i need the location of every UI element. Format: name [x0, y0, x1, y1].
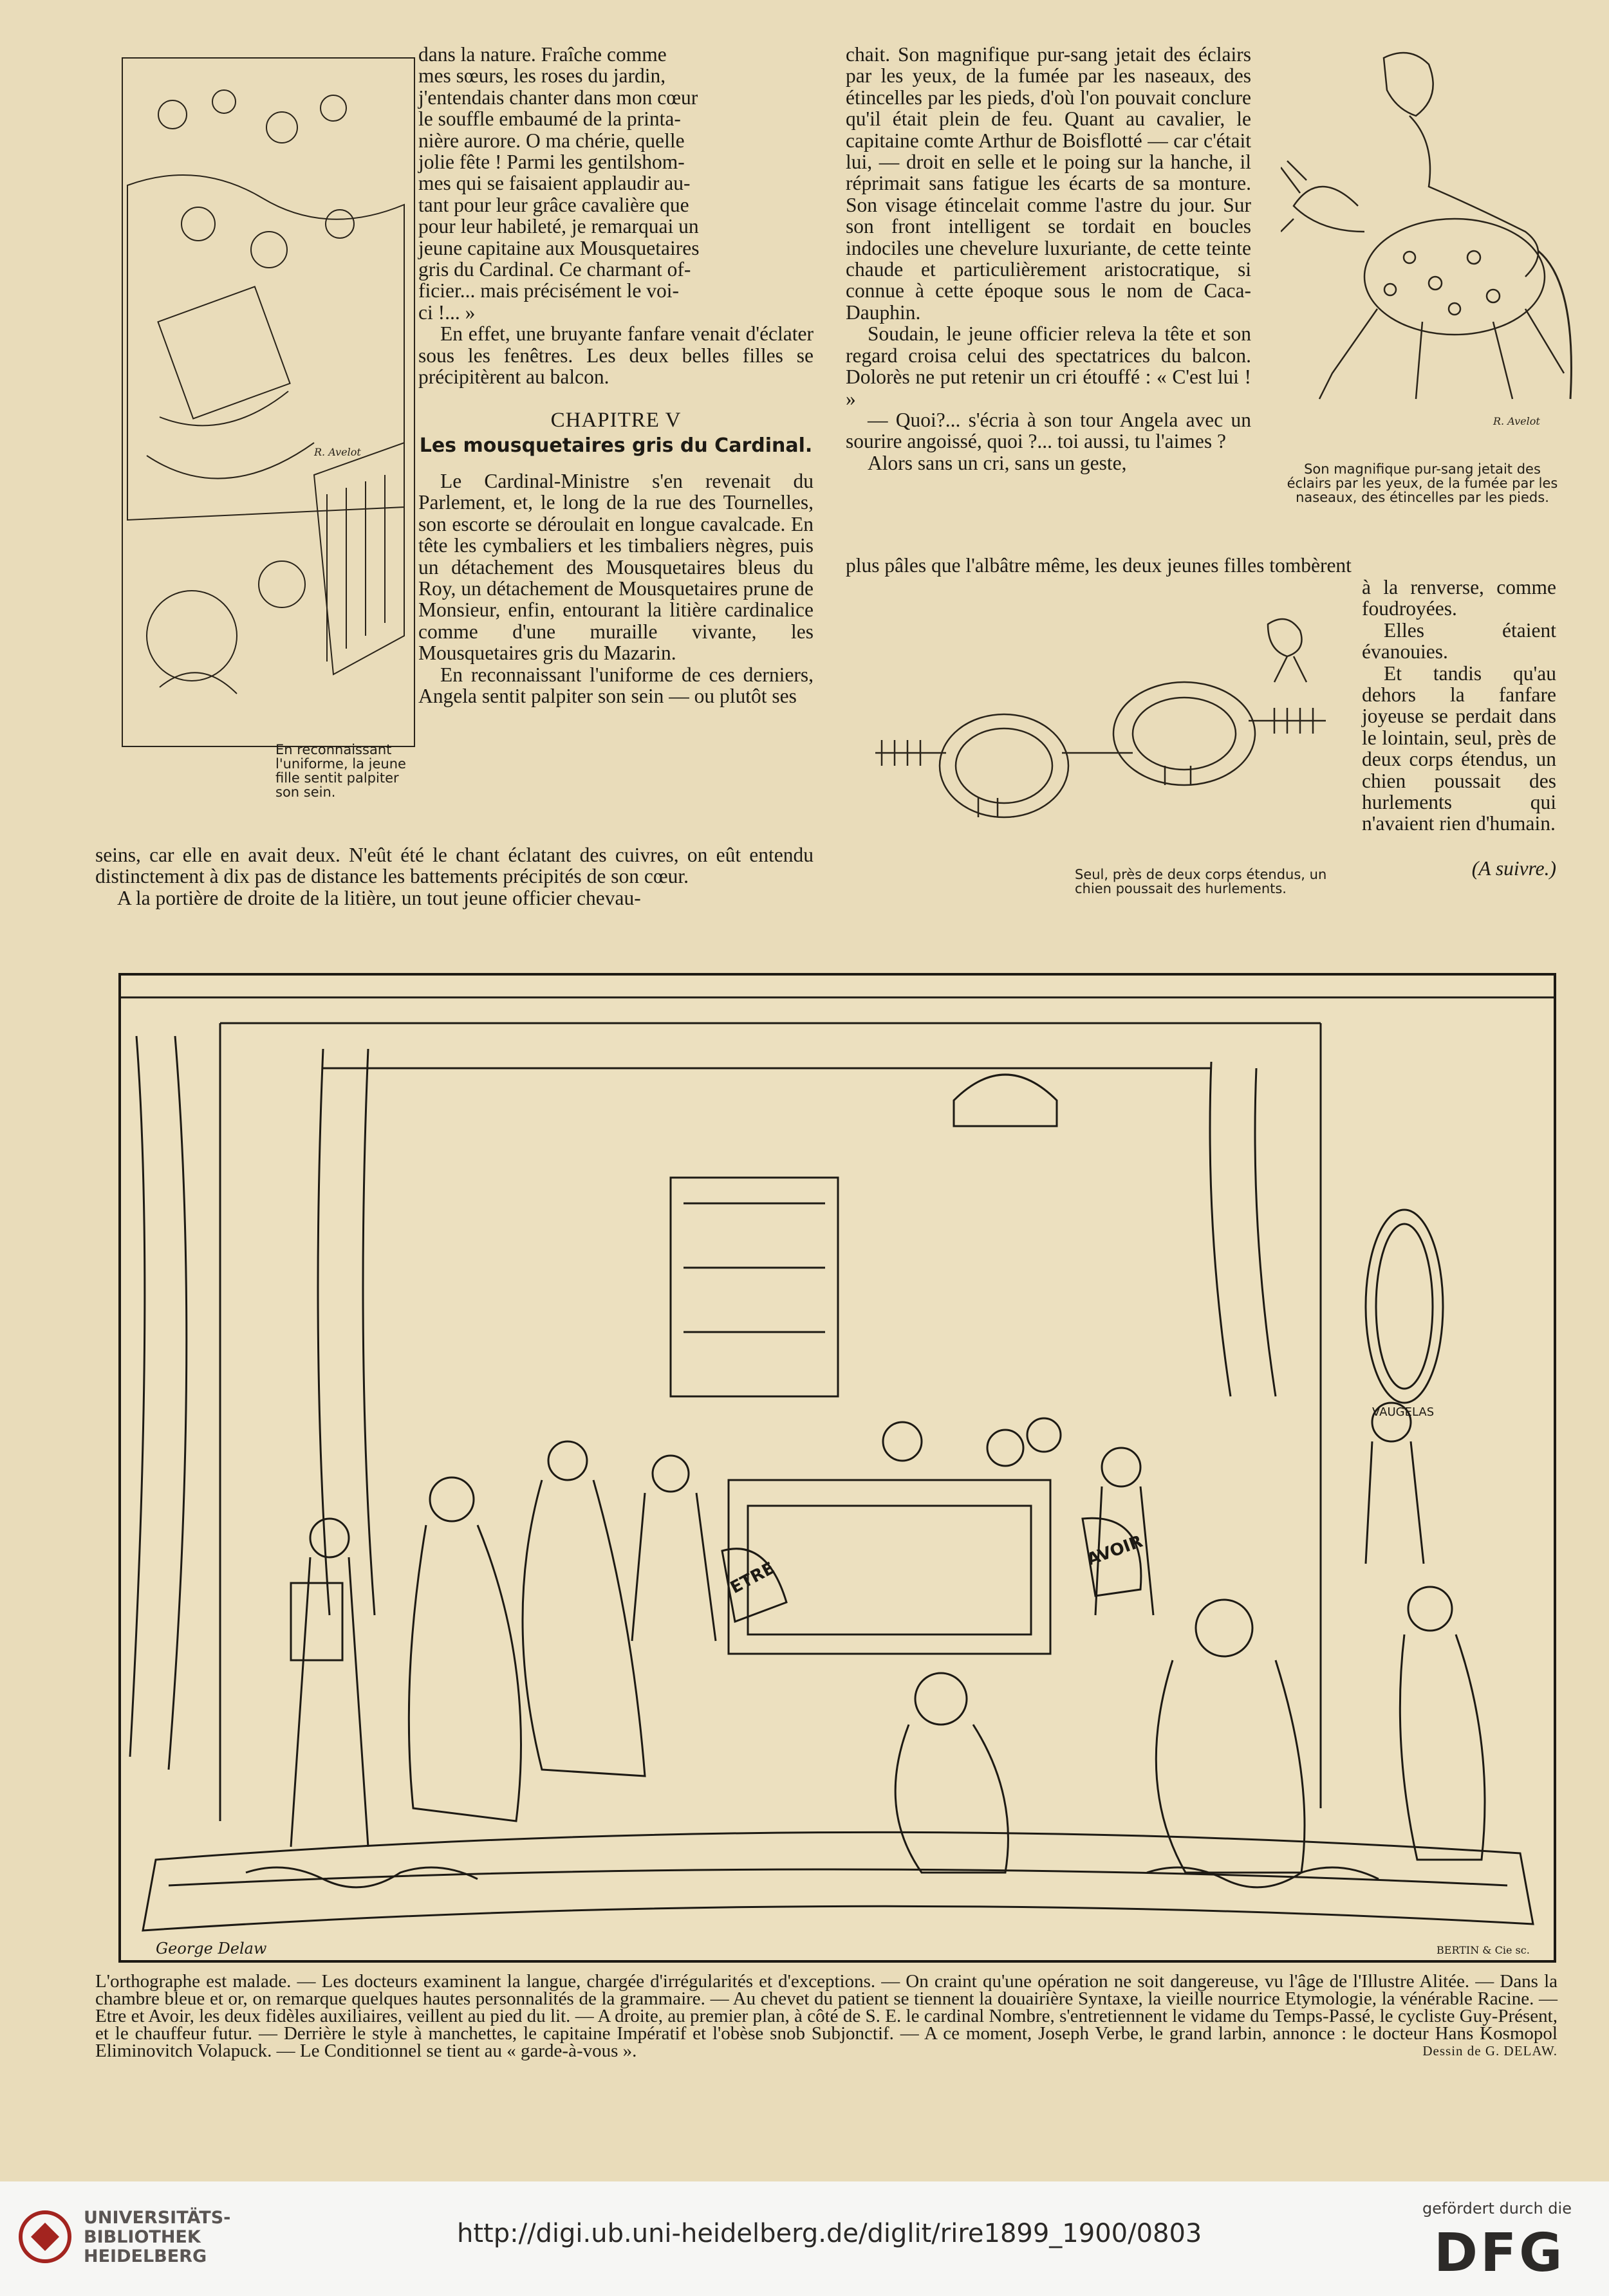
svg-text:BERTIN & Cie sc.: BERTIN & Cie sc. [1437, 1944, 1530, 1956]
col1-line: tant pour leur grâce cavalière que [418, 193, 689, 216]
col1-paragraph: En reconnaissant l'uniforme de ces derniers, Angela sentit palpiter son sein — ou plutôt ses [418, 663, 814, 707]
chapter-title: Les mousquetaires gris du Cardinal. [419, 434, 813, 457]
col1-line: nière aurore. O ma chérie, quelle [418, 129, 685, 152]
col3-paragraph: Et tandis qu'au dehors la fanfare joyeuse se perdait dans le lointain, seul, près de deux corps étendus, un chien poussait des hurlements qui n'avaient rien d'humain. [1362, 662, 1556, 835]
dog-caption: Seul, près de deux corps étendus, un chien poussait des hurlements. [1075, 867, 1327, 896]
svg-text:VAUGELAS: VAUGELAS [1372, 1405, 1435, 1419]
main-cartoon [117, 972, 1558, 1964]
col1-line: gris du Cardinal. Ce charmant of- [418, 258, 691, 281]
suivre-note: (A suivre.) [1471, 856, 1556, 880]
svg-text:AVOIR: AVOIR [1084, 1532, 1146, 1570]
cartoon-caption [95, 1973, 1558, 2060]
col2-paragraph: Soudain, le jeune officier releva la tête et son regard croisa celui des spectatrices du balcon. Dolorès ne put retenir un cri étouffé : « C'est lui ! » [846, 322, 1251, 410]
digitization-footer [0, 2181, 1609, 2296]
column-1-top [418, 44, 814, 707]
col1-line: mes qui se faisaient applaudir au- [418, 172, 691, 195]
col1-line: pour leur habileté, je remarquai un [418, 215, 699, 238]
drawing-credit: Dessin de G. DELAW. [1422, 2043, 1558, 2059]
svg-text:George Delaw: George Delaw [156, 1940, 267, 1958]
col2-wide-line: plus pâles que l'albâtre même, les deux jeunes filles tombèrent [846, 554, 1352, 577]
col2-paragraph: chait. Son magnifique pur-sang jetait des éclairs par les yeux, de la fumée par les naseaux, des étincelles par les pieds, d'où l'on pouvait conclure qu'il était plein de feu. Quant au cavalier, le capitaine comte Arthur de Boisflotté — car c'était lui, — droit en selle et le poing sur la hanche, il réprimait sans fatigue les écarts de sa monture. Son visage étincelait comme l'astre du jour. Sur son front intelligent se tordait en boucles indociles une chevelure luxuriante, de cette teinte chaude et particulièrement aristocratique, si connue à cette époque sous le nom de Caca-Dauphin. [846, 43, 1251, 324]
street-caption: En reconnaissant l'uniforme, la jeune fille sentit palpiter son sein. [275, 742, 406, 800]
col1-line: dans la nature. Fraîche comme [418, 43, 667, 66]
dfg-logo: DFG [1434, 2223, 1565, 2284]
column-2 [846, 44, 1251, 474]
svg-text:ETRE: ETRE [727, 1559, 778, 1598]
chapter-heading: CHAPITRE V [550, 408, 682, 432]
col1-continuation: seins, car elle en avait deux. N'eût été le chant éclatant des cuivres, on eût entendu distinctement à dix pas de distance les battements précipités de son cœur. [95, 844, 814, 888]
col3-paragraph: Elles étaient évanouies. [1362, 618, 1556, 663]
svg-text:R. Avelot: R. Avelot [1493, 415, 1540, 427]
svg-text:R. Avelot: R. Avelot [314, 446, 361, 458]
col1-paragraph: A la portière de droite de la litière, un tout jeune officier chevau- [117, 886, 641, 909]
col1-paragraph: En effet, une bruyante fanfare venait d'éclater sous les fenêtres. Les deux belles filles se précipitèrent au balcon. [418, 322, 814, 389]
col1-line: ficier... mais précisément le voi- [418, 279, 679, 302]
horse-caption: Son magnifique pur-sang jetait des éclairs par les yeux, de la fumée par les naseaux, des étincelles par les pieds. [1287, 461, 1558, 505]
library-name: UNIVERSITÄTS- BIBLIOTHEK HEIDELBERG [84, 2208, 231, 2266]
funding-note: gefördert durch die [1422, 2199, 1572, 2217]
col1-line: mes sœurs, les roses du jardin, [418, 64, 666, 88]
col1-line: ci !... » [418, 301, 476, 324]
dog-illustration [862, 605, 1377, 875]
col3-line: à la renverse, comme foudroyées. [1362, 576, 1556, 620]
cartoon-caption-text: L'orthographe est malade. — Les docteurs examinent la langue, chargée d'irrégularités et d'exceptions. — On craint qu'une opération ne soit dangereuse, vu l'âge de l'Illustre Alitée. — Dans la chambre bleue et or, on remarque quelques hautes personnalités de la grammaire. — Au chevet du patient se tiennent la douairière Syntaxe, la vieille nourrice Etymologie, la vénérable Racine. — Etre et Avoir, les deux fidèles auxiliaires, veillent au pied du lit. — A droite, au premier plan, à côté de S. E. le cardinal Nombre, s'entretiennent le vidame du Temps-Passé, le cycliste Guy-Présent, et le chauffeur futur. — Derrière le style à manchettes, le capitaine Impératif et l'obèse snob Subjonctif. — A ce moment, Joseph Verbe, le grand larbin, annonce : le docteur Hans Kosmopol Eliminovitch Volapuck. — Le Conditionnel se tient au « garde-à-vous ». [95, 1971, 1558, 2061]
col1-line: jolie fête ! Parmi les gentilshom- [418, 151, 685, 174]
col2-paragraph: Alors sans un cri, sans un geste, [868, 451, 1127, 474]
col1-line: le souffle embaumé de la printa- [418, 107, 681, 131]
col1-paragraph: Le Cardinal-Ministre s'en revenait du Parlement, et, le long de la rue des Tournelles, son escorte se déroulait en longue cavalcade. En tête les cymbaliers et les timbaliers nègres, puis un détachement des Mousquetaires bleus du Roy, un détachement de Mousquetaires prune de Monsieur, enfin, entourant la litière cardinalice comme d'une muraille vivante, les Mousquetaires gris du Mazarin. [418, 469, 814, 665]
column-3-text [1362, 577, 1556, 879]
university-seal-icon [17, 2208, 73, 2268]
permalink[interactable]: http://digi.ub.uni-heidelberg.de/diglit/rire1899_1900/0803 [457, 2219, 1202, 2248]
column-1-wide [95, 844, 814, 909]
wide-line [846, 555, 1556, 576]
col1-line: jeune capitaine aux Mousquetaires [418, 236, 700, 259]
street-illustration [121, 57, 416, 748]
col1-line: j'entendais chanter dans mon cœur [418, 86, 698, 109]
horse-illustration [1281, 39, 1583, 457]
col2-paragraph: — Quoi?... s'écria à son tour Angela avec un sourire angoissé, quoi ?... toi aussi, tu l'aimes ? [846, 408, 1251, 453]
